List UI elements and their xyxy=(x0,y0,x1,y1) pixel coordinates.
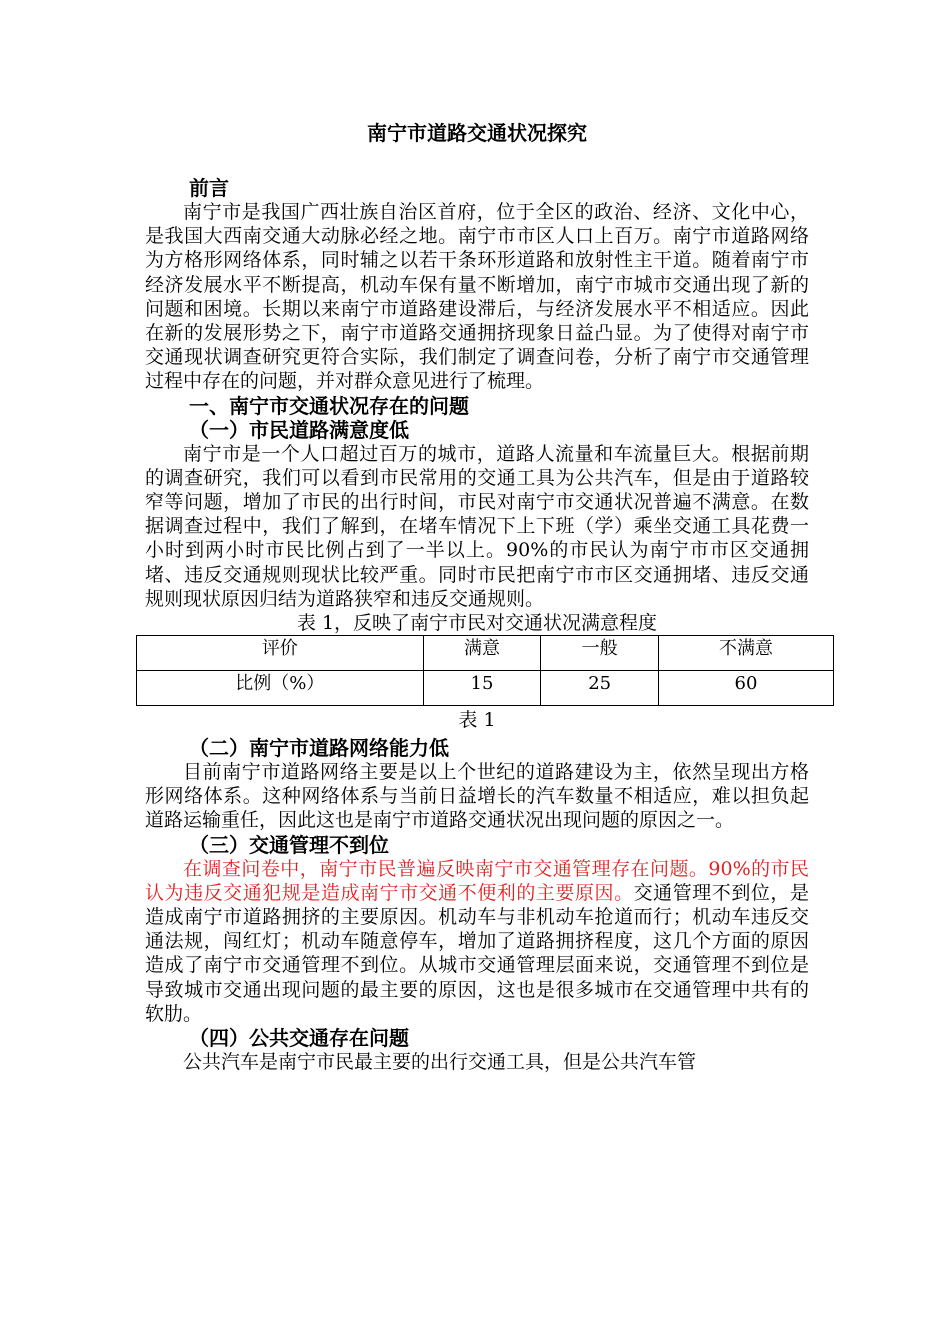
table-row xyxy=(137,671,834,706)
table-caption: 表 1，反映了南宁市民对交通状况满意程度 xyxy=(296,612,658,635)
section1-heading: 一、南宁市交通状况存在的问题 xyxy=(189,393,469,418)
subsection2-heading: （二）南宁市道路网络能力低 xyxy=(189,736,449,761)
table-header-cell: 评价 xyxy=(137,636,424,671)
satisfaction-table xyxy=(136,635,834,706)
preface-heading: 前言 xyxy=(189,176,229,200)
table-header-cell: 不满意 xyxy=(659,636,834,671)
table-cell: 25 xyxy=(541,671,659,706)
table-cell: 比例（%） xyxy=(137,671,424,706)
table-cell: 15 xyxy=(423,671,541,706)
subsection1-heading: （一）市民道路满意度低 xyxy=(189,417,409,442)
subsection4-paragraph: 公共汽车是南宁市民最主要的出行交通工具，但是公共汽车管 xyxy=(183,1051,697,1074)
document-body xyxy=(145,118,809,1074)
highlighted-text: 在调查问卷中，南宁市民普遍反映南宁市交通管理存在问题。90%的市民认为违反交通犯规是造成南宁市交通不便利的主要原因。 xyxy=(145,857,809,904)
preface-paragraph: 南宁市是我国广西壮族自治区首府，位于全区的政治、经济、文化中心，是我国大西南交通大动脉必经之地。南宁市市区人口上百万。南宁市道路网络为方格形网络体系，同时辅之以若干条环形道路和放射性主干道。随着南宁市经济发展水平不断提高，机动车保有量不断增加，南宁市城市交通出现了新的问题和困境。长期以来南宁市道路建设滞后，与经济发展水平不相适应。因此在新的发展形势之下，南宁市道路交通拥挤现象日益凸显。为了使得对南宁市交通现状调查研究更符合实际，我们制定了调查问卷，分析了南宁市交通管理过程中存在的问题，并对群众意见进行了梳理。 xyxy=(145,201,809,393)
document-title: 南宁市道路交通状况探究 xyxy=(367,121,587,145)
subsection2-paragraph: 目前南宁市道路网络主要是以上个世纪的道路建设为主，依然呈现出方格形网络体系。这种网络体系与当前日益增长的汽车数量不相适应，难以担负起道路运输重任，因此这也是南宁市道路交通状况出现问题的原因之一。 xyxy=(145,761,809,832)
paragraph-text: 交通管理不到位，是造成南宁市道路拥挤的主要原因。机动车与非机动车抢道而行；机动车违反交通法规，闯红灯；机动车随意停车，增加了道路拥挤程度，这几个方面的原因造成了南宁市交通管理不到位。从城市交通管理层面来说，交通管理不到位是导致城市交通出现问题的最主要的原因，这也是很多城市在交通管理中共有的软肋。 xyxy=(145,881,809,1025)
subsection3-paragraph xyxy=(145,857,809,1026)
subsection1-paragraph: 南宁市是一个人口超过百万的城市，道路人流量和车流量巨大。根据前期的调查研究，我们可以看到市民常用的交通工具为公共汽车，但是由于道路较窄等问题，增加了市民的出行时间，市民对南宁市交通状况普遍不满意。在数据调查过程中，我们了解到，在堵车情况下上下班（学）乘坐交通工具花费一小时到两小时市民比例占到了一半以上。90%的市民认为南宁市市区交通拥堵、违反交通规则现状比较严重。同时市民把南宁市市区交通拥堵、违反交通规则现状原因归结为道路狭窄和违反交通规则。 xyxy=(145,442,809,610)
table-label: 表 1 xyxy=(458,709,496,732)
subsection4-heading: （四）公共交通存在问题 xyxy=(189,1026,409,1051)
table-cell: 60 xyxy=(659,671,834,706)
table-header-cell: 满意 xyxy=(423,636,541,671)
subsection3-heading: （三）交通管理不到位 xyxy=(189,832,389,857)
table-header-cell: 一般 xyxy=(541,636,659,671)
table-header-row xyxy=(137,636,834,671)
